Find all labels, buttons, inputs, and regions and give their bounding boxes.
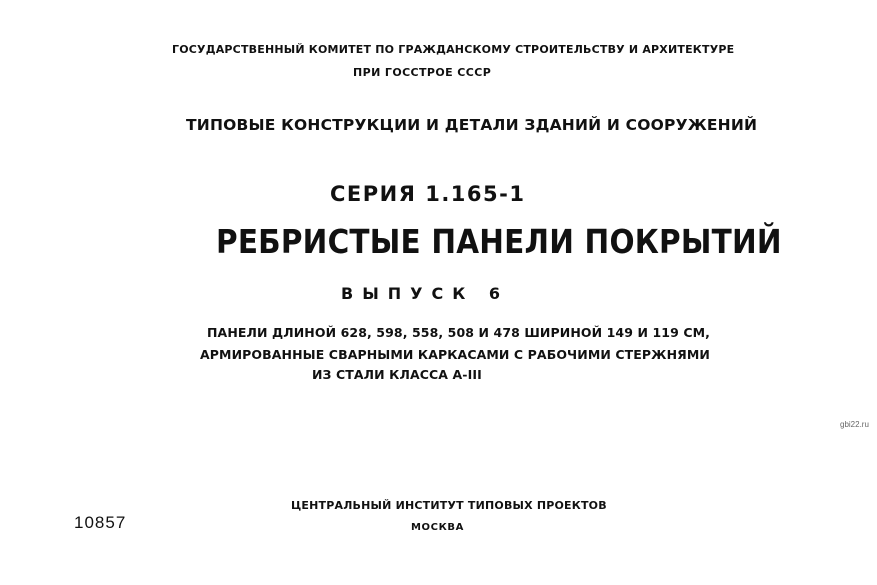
inventory-number: 10857 bbox=[74, 513, 127, 532]
description-line-3: ИЗ СТАЛИ КЛАССА А-III bbox=[312, 367, 482, 382]
organization-line-1: ГОСУДАРСТВЕННЫЙ КОМИТЕТ ПО ГРАЖДАНСКОМУ СТРОИТЕЛЬСТВУ И АРХИТЕКТУРЕ bbox=[172, 43, 735, 56]
organization-line-2: ПРИ ГОССТРОЕ СССР bbox=[353, 66, 492, 79]
document-title: РЕБРИСТЫЕ ПАНЕЛИ ПОКРЫТИЙ bbox=[216, 222, 782, 261]
description-line-1: ПАНЕЛИ ДЛИНОЙ 628, 598, 558, 508 И 478 ШИРИНОЙ 149 И 119 СМ, bbox=[207, 325, 710, 340]
publisher-city: МОСКВА bbox=[411, 522, 464, 533]
series-number: СЕРИЯ 1.165-1 bbox=[330, 182, 526, 206]
description-line-2: АРМИРОВАННЫЕ СВАРНЫМИ КАРКАСАМИ С РАБОЧИМИ СТЕРЖНЯМИ bbox=[200, 347, 710, 362]
collection-title: ТИПОВЫЕ КОНСТРУКЦИИ И ДЕТАЛИ ЗДАНИЙ И СООРУЖЕНИЙ bbox=[186, 116, 758, 134]
watermark-text: gbi22.ru bbox=[840, 420, 869, 429]
issue-number: ВЫПУСК 6 bbox=[341, 284, 510, 303]
publisher-name: ЦЕНТРАЛЬНЫЙ ИНСТИТУТ ТИПОВЫХ ПРОЕКТОВ bbox=[291, 499, 607, 512]
